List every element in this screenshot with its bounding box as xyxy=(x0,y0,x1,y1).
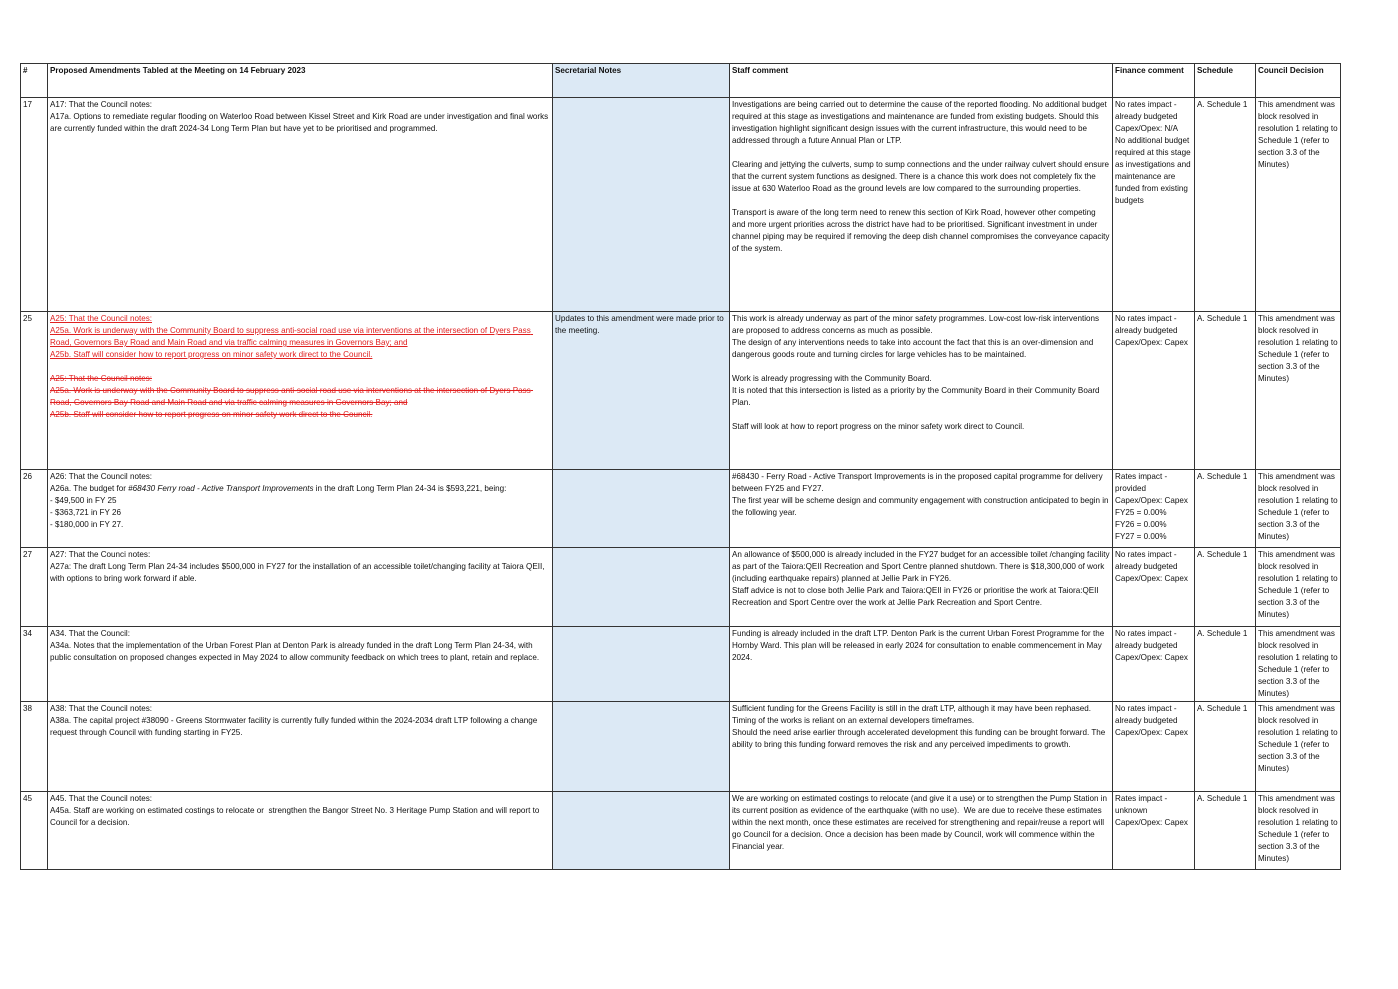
finance-text: No rates impact - already budgeted xyxy=(1115,550,1179,571)
finance-comment-cell xyxy=(1113,548,1195,627)
staff-text: Sufficient funding for the Greens Facility is still in the draft LTP, although it may have been rephased. Timing of the works is reliant on an external developers timeframes. xyxy=(732,704,1094,725)
finance-comment-cell xyxy=(1113,792,1195,870)
header-schedule: Schedule xyxy=(1195,64,1256,98)
secretarial-notes-cell xyxy=(553,627,730,702)
paragraph-gap xyxy=(732,147,1110,159)
staff-text: The first year will be scheme design and community engagement with construction anticipated to begin in the following year. xyxy=(732,496,1111,517)
schedule-cell: A. Schedule 1 xyxy=(1195,702,1256,792)
council-decision-cell: This amendment was block resolved in resolution 1 relating to Schedule 1 (refer to section 3.3 of the Minutes) xyxy=(1256,702,1341,792)
proposed-amendment-cell xyxy=(48,312,553,470)
table-row xyxy=(21,98,1341,312)
row-number: 45 xyxy=(21,792,48,870)
staff-comment-cell xyxy=(730,702,1113,792)
proposed-text: A45a. Staff are working on estimated costings to relocate or strengthen the Bangor Street No. 3 Heritage Pump Station and will report to Council for a decision. xyxy=(50,806,542,827)
paragraph-gap xyxy=(732,409,1110,421)
project-name: #68430 Ferry road - Active Transport Improvements xyxy=(128,484,314,493)
proposed-text: A26: That the Council notes: xyxy=(50,472,152,481)
proposed-amendment-cell xyxy=(48,627,553,702)
secretarial-notes-cell xyxy=(553,470,730,548)
staff-text: Should the need arise earlier through accelerated development this funding can be brought forward. The ability to bring this funding forward removes the risk and any perceived impediments to growth. xyxy=(732,728,1108,749)
finance-comment-cell xyxy=(1113,312,1195,470)
finance-text: No additional budget required at this stage as investigations and maintenance are funded from existing budgets xyxy=(1115,136,1193,205)
finance-text: Rates impact - provided xyxy=(1115,472,1170,493)
proposed-text: A38a. The capital project #38090 - Greens Stormwater facility is currently fully funded within the 2024-2034 draft LTP following a change request through Council with funding starting in FY25. xyxy=(50,716,540,737)
secretarial-notes-cell: Updates to this amendment were made prior to the meeting. xyxy=(553,312,730,470)
table-row xyxy=(21,702,1341,792)
finance-text: Capex/Opex: N/A xyxy=(1115,124,1178,133)
row-number: 34 xyxy=(21,627,48,702)
council-decision-cell: This amendment was block resolved in resolution 1 relating to Schedule 1 (refer to section 3.3 of the Minutes) xyxy=(1256,312,1341,470)
schedule-cell: A. Schedule 1 xyxy=(1195,470,1256,548)
staff-text: This work is already underway as part of the minor safety programmes. Low-cost low-risk interventions are proposed to address concerns as much as possible. xyxy=(732,314,1102,335)
finance-text: Capex/Opex: Capex xyxy=(1115,338,1188,347)
struck-text: A25b. Staff will consider how to report progress on minor safety work direct to the Council. xyxy=(50,410,373,419)
proposed-text xyxy=(50,483,550,495)
proposed-amendment-cell xyxy=(48,548,553,627)
proposed-text-pre: A26a. The budget for xyxy=(50,484,129,493)
finance-text: No rates impact - already budgeted xyxy=(1115,314,1179,335)
proposed-text: A27: That the Counci notes: xyxy=(50,550,151,559)
header-finance-comment: Finance comment xyxy=(1113,64,1195,98)
table-body xyxy=(21,98,1341,870)
finance-text: Capex/Opex: Capex xyxy=(1115,574,1188,583)
finance-text: FY26 = 0.00% xyxy=(1115,520,1167,529)
struck-text: A25a. Work is underway with the Community Board to suppress anti-social road use via interventions at the intersection of Dyers Pass Road, Governors Bay Road and Main Road and via traffic calming measures in Governors Bay; and xyxy=(50,386,534,407)
secretarial-notes-cell xyxy=(553,98,730,312)
paragraph-gap xyxy=(50,361,550,373)
staff-text: Clearing and jettying the culverts, sump to sump connections and the under railway culvert should ensure that the current system functions as designed. There is a chance this work does not completely fix the issue at 630 Waterloo Road as the ground levels are low compared to the surrounding properties. xyxy=(732,160,1112,193)
schedule-cell: A. Schedule 1 xyxy=(1195,627,1256,702)
schedule-cell: A. Schedule 1 xyxy=(1195,312,1256,470)
amended-text: A25b. Staff will consider how to report progress on minor safety work direct to the Council. xyxy=(50,350,373,359)
table-row xyxy=(21,470,1341,548)
proposed-text: A17: That the Council notes: xyxy=(50,100,152,109)
amended-text: A25a. Work is underway with the Community Board to suppress anti-social road use via interventions at the intersection of Dyers Pass Road, Governors Bay Road and Main Road and via traffic calming measures in Governors Bay; and xyxy=(50,326,534,347)
staff-text: Funding is already included in the draft LTP. Denton Park is the current Urban Forest Programme for the Hornby Ward. This plan will be released in early 2024 for consultation to enable commencement in May 2024. xyxy=(732,629,1107,662)
amendments-table xyxy=(20,63,1341,870)
table-row xyxy=(21,792,1341,870)
header-number: # xyxy=(21,64,48,98)
proposed-amendment-cell xyxy=(48,792,553,870)
proposed-text: A27a: The draft Long Term Plan 24-34 includes $500,000 in FY27 for the installation of an accessible toilet/changing facility at Taiora QEII, with options to bring work forward if able. xyxy=(50,562,547,583)
staff-text: Investigations are being carried out to determine the cause of the reported flooding. No additional budget required at this stage as investigations and maintenance are funded from existing budgets. Should this investigation highlight significant design issues with the current infrastructure, this would need to be addressed through a future Annual Plan or LTP. xyxy=(732,100,1110,145)
staff-text: Transport is aware of the long term need to renew this section of Kirk Road, however other competing and more urgent priorities across the district have had to be prioritised. Significant investment in under channel piping may be required if removing the deep dish channel compromises the conveyance capacity of the system. xyxy=(732,208,1112,253)
proposed-text: A38: That the Council notes: xyxy=(50,704,152,713)
finance-text: FY27 = 0.00% xyxy=(1115,532,1167,541)
schedule-cell: A. Schedule 1 xyxy=(1195,792,1256,870)
finance-comment-cell xyxy=(1113,470,1195,548)
staff-comment-cell xyxy=(730,792,1113,870)
staff-text: Staff will look at how to report progress on the minor safety work direct to Council. xyxy=(732,422,1025,431)
finance-text: Rates impact - unknown xyxy=(1115,794,1170,815)
council-decision-cell: This amendment was block resolved in resolution 1 relating to Schedule 1 (refer to section 3.3 of the Minutes) xyxy=(1256,470,1341,548)
staff-text: An allowance of $500,000 is already included in the FY27 budget for an accessible toilet /changing facility as part of the Taiora:QEII Recreation and Sport Centre planned shutdown. There is $18,300,000 of work (including earthquake repairs) planned at Jellie Park in FY26. xyxy=(732,550,1112,583)
amended-text: A25: That the Council notes: xyxy=(50,314,152,323)
budget-item: - $363,721 in FY 26 xyxy=(50,508,121,517)
paragraph-gap xyxy=(732,195,1110,207)
secretarial-notes-cell xyxy=(553,548,730,627)
row-number: 17 xyxy=(21,98,48,312)
finance-comment-cell xyxy=(1113,627,1195,702)
finance-text: FY25 = 0.00% xyxy=(1115,508,1167,517)
finance-text: No rates impact - already budgeted xyxy=(1115,629,1179,650)
struck-text: A25: That the Council notes: xyxy=(50,374,152,383)
staff-text: Staff advice is not to close both Jellie Park and Taiora:QEII in FY26 or prioritise the work at Taiora:QEII Recreation and Sport Centre over the work at Jellie Park Recreation and Sport Centre. xyxy=(732,586,1101,607)
staff-comment-cell xyxy=(730,548,1113,627)
row-number: 26 xyxy=(21,470,48,548)
budget-item: - $180,000 in FY 27. xyxy=(50,520,124,529)
staff-text: It is noted that this intersection is listed as a priority by the Community Board in their Community Board Plan. xyxy=(732,386,1102,407)
finance-comment-cell xyxy=(1113,702,1195,792)
proposed-amendment-cell xyxy=(48,98,553,312)
staff-comment-cell xyxy=(730,312,1113,470)
header-staff-comment: Staff comment xyxy=(730,64,1113,98)
proposed-text-post: in the draft Long Term Plan 24-34 is $593,221, being: xyxy=(313,484,507,493)
schedule-cell: A. Schedule 1 xyxy=(1195,98,1256,312)
proposed-amendment-cell xyxy=(48,702,553,792)
table-header xyxy=(21,64,1341,98)
finance-text: Capex/Opex: Capex xyxy=(1115,496,1188,505)
finance-comment-cell xyxy=(1113,98,1195,312)
paragraph-gap xyxy=(732,361,1110,373)
budget-item: - $49,500 in FY 25 xyxy=(50,496,117,505)
staff-text: We are working on estimated costings to relocate (and give it a use) or to strengthen the Pump Station in its current position as evidence of the earthquake (with no use). We are due to receive these estimates within the next month, once these estimates are received for strengthening and repair/reuse a report will go Council for a decision. Once a decision has been made by Council, work will commence within the Financial year. xyxy=(732,794,1110,851)
header-secretarial-notes: Secretarial Notes xyxy=(553,64,730,98)
proposed-text: A34a. Notes that the implementation of the Urban Forest Plan at Denton Park is already funded in the draft Long Term Plan 24-34, with public consultation on proposed changes expected in May 2024 to allow community feedback on which trees to plant, retain and replace. xyxy=(50,641,540,662)
row-number: 27 xyxy=(21,548,48,627)
council-decision-cell: This amendment was block resolved in resolution 1 relating to Schedule 1 (refer to section 3.3 of the Minutes) xyxy=(1256,98,1341,312)
table-row xyxy=(21,627,1341,702)
staff-comment-cell xyxy=(730,98,1113,312)
table-row xyxy=(21,548,1341,627)
schedule-cell: A. Schedule 1 xyxy=(1195,548,1256,627)
staff-text: #68430 - Ferry Road - Active Transport Improvements is in the proposed capital programme for delivery between FY25 and FY27. xyxy=(732,472,1105,493)
finance-text: No rates impact - already budgeted xyxy=(1115,704,1179,725)
header-council-decision: Council Decision xyxy=(1256,64,1341,98)
secretarial-notes-cell xyxy=(553,792,730,870)
secretarial-notes-cell xyxy=(553,702,730,792)
proposed-amendment-cell xyxy=(48,470,553,548)
row-number: 38 xyxy=(21,702,48,792)
council-decision-cell: This amendment was block resolved in resolution 1 relating to Schedule 1 (refer to section 3.3 of the Minutes) xyxy=(1256,548,1341,627)
table-row xyxy=(21,312,1341,470)
finance-text: Capex/Opex: Capex xyxy=(1115,653,1188,662)
proposed-text: A45. That the Council notes: xyxy=(50,794,152,803)
council-decision-cell: This amendment was block resolved in resolution 1 relating to Schedule 1 (refer to section 3.3 of the Minutes) xyxy=(1256,792,1341,870)
proposed-text: A34. That the Council: xyxy=(50,629,130,638)
staff-text: The design of any interventions needs to take into account the fact that this is an over-dimension and dangerous goods route and turning circles for large vehicles has to be maintained. xyxy=(732,338,1096,359)
staff-text: Work is already progressing with the Community Board. xyxy=(732,374,932,383)
staff-comment-cell xyxy=(730,470,1113,548)
finance-text: Capex/Opex: Capex xyxy=(1115,818,1188,827)
council-decision-cell: This amendment was block resolved in resolution 1 relating to Schedule 1 (refer to section 3.3 of the Minutes) xyxy=(1256,627,1341,702)
header-row xyxy=(21,64,1341,98)
staff-comment-cell xyxy=(730,627,1113,702)
proposed-text: A17a. Options to remediate regular flooding on Waterloo Road between Kissel Street and Kirk Road are under investigation and final works are currently funded within the draft 2024-34 Long Term Plan but have yet to be prioritised and programmed. xyxy=(50,112,551,133)
finance-text: Capex/Opex: Capex xyxy=(1115,728,1188,737)
row-number: 25 xyxy=(21,312,48,470)
header-proposed-amendments: Proposed Amendments Tabled at the Meeting on 14 February 2023 xyxy=(48,64,553,98)
finance-text: No rates impact - already budgeted xyxy=(1115,100,1179,121)
